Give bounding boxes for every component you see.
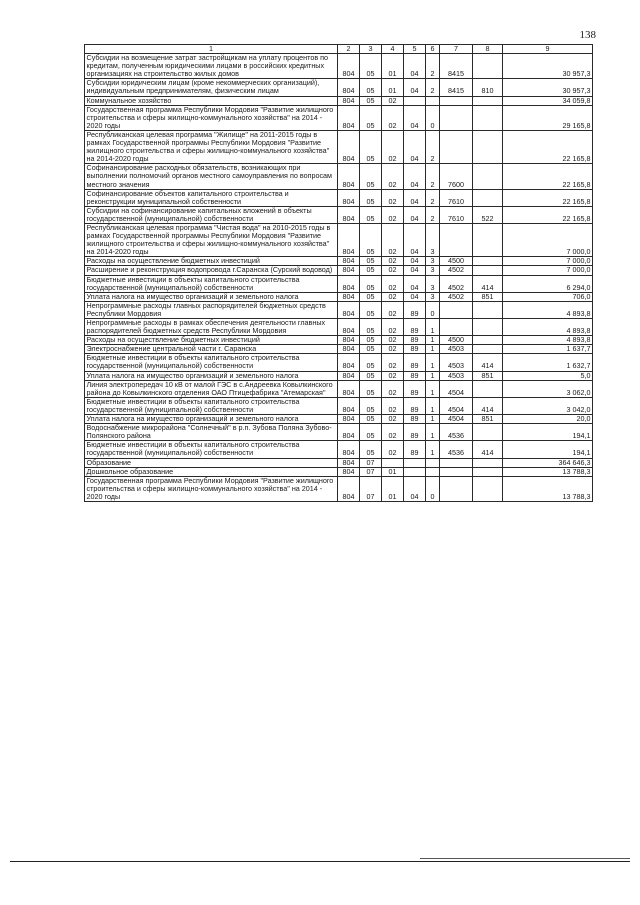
subprogram-code-cell: 2: [426, 164, 440, 189]
item-name-cell: Непрограммные расходы в рамках обеспечения деятельности главных распорядителей бюджетных средств Республики Мордовия: [85, 319, 338, 336]
ministry-code-cell: 804: [338, 415, 360, 424]
subsection-code-cell: 02: [382, 189, 404, 206]
program-code-cell: 89: [404, 380, 426, 397]
subsection-code-cell: 02: [382, 380, 404, 397]
section-code-cell: 05: [360, 130, 382, 163]
article-code-cell: [440, 467, 473, 476]
table-row: [85, 292, 593, 301]
program-code-cell: 04: [404, 130, 426, 163]
subsection-code-cell: 02: [382, 292, 404, 301]
amount-cell: 34 059,8: [503, 96, 593, 105]
table-row: [85, 96, 593, 105]
ministry-code-cell: 804: [338, 380, 360, 397]
subprogram-code-cell: 2: [426, 206, 440, 223]
ministry-code-cell: 804: [338, 54, 360, 79]
program-code-cell: 89: [404, 345, 426, 354]
item-name-cell: Образование: [85, 458, 338, 467]
item-name-cell: Расходы на осуществление бюджетных инвестиций: [85, 257, 338, 266]
expense-type-code-cell: [473, 130, 503, 163]
table-row: [85, 424, 593, 441]
section-code-cell: 05: [360, 206, 382, 223]
program-code-cell: 89: [404, 336, 426, 345]
section-code-cell: 05: [360, 301, 382, 318]
program-code-cell: 89: [404, 441, 426, 458]
amount-cell: 29 165,8: [503, 105, 593, 130]
table-row: [85, 105, 593, 130]
footer-rule-short: [420, 858, 630, 859]
amount-cell: 4 893,8: [503, 336, 593, 345]
table-row: [85, 397, 593, 414]
article-code-cell: 4503: [440, 345, 473, 354]
amount-cell: 13 788,3: [503, 467, 593, 476]
article-code-cell: [440, 458, 473, 467]
amount-cell: 6 294,0: [503, 275, 593, 292]
amount-cell: 3 062,0: [503, 380, 593, 397]
table-row: [85, 441, 593, 458]
expense-type-code-cell: [473, 301, 503, 318]
ministry-code-cell: 804: [338, 441, 360, 458]
section-code-cell: 05: [360, 319, 382, 336]
section-code-cell: 05: [360, 354, 382, 371]
article-code-cell: [440, 223, 473, 256]
table-row: [85, 415, 593, 424]
section-code-cell: 07: [360, 458, 382, 467]
section-code-cell: 05: [360, 189, 382, 206]
article-code-cell: 4500: [440, 336, 473, 345]
subsection-code-cell: 02: [382, 275, 404, 292]
amount-cell: 1 637,7: [503, 345, 593, 354]
subsection-code-cell: 02: [382, 336, 404, 345]
item-name-cell: Субсидии на возмещение затрат застройщикам на уплату процентов по кредитам, полученным юридическими лицами в российских кредитных организациях на строительство жилых домов: [85, 54, 338, 79]
article-code-cell: [440, 105, 473, 130]
article-code-cell: 8415: [440, 79, 473, 96]
item-name-cell: Субсидии юридическим лицам (кроме некоммерческих организаций), индивидуальным предпринимателям, физическим лицам: [85, 79, 338, 96]
subsection-code-cell: 02: [382, 371, 404, 380]
article-code-cell: 4536: [440, 441, 473, 458]
program-code-cell: 04: [404, 164, 426, 189]
program-code-cell: 04: [404, 476, 426, 501]
item-name-cell: Республиканская целевая программа "Чистая вода" на 2010-2015 годы в рамках Государственной программы Республики Мордовия "Развитие жилищного строительства и сферы жилищно-коммунального хозяйства" на 2014-2020 годы: [85, 223, 338, 256]
table-row: [85, 275, 593, 292]
expense-type-code-cell: 851: [473, 371, 503, 380]
ministry-code-cell: 804: [338, 189, 360, 206]
page-number: 138: [579, 29, 596, 41]
article-code-cell: 4502: [440, 266, 473, 275]
article-code-cell: [440, 301, 473, 318]
subprogram-code-cell: 3: [426, 275, 440, 292]
amount-cell: 4 893,8: [503, 301, 593, 318]
expense-type-code-cell: [473, 54, 503, 79]
item-name-cell: Водоснабжение микрорайона "Солнечный" в р.п. Зубова Поляна Зубово-Полянского района: [85, 424, 338, 441]
table-row: [85, 301, 593, 318]
ministry-code-cell: 804: [338, 96, 360, 105]
subprogram-code-cell: 1: [426, 415, 440, 424]
item-name-cell: Уплата налога на имущество организаций и земельного налога: [85, 292, 338, 301]
ministry-code-cell: 804: [338, 292, 360, 301]
table-row: [85, 336, 593, 345]
subprogram-code-cell: 1: [426, 354, 440, 371]
ministry-code-cell: 804: [338, 467, 360, 476]
expense-type-code-cell: [473, 164, 503, 189]
article-code-cell: 4504: [440, 415, 473, 424]
amount-cell: 7 000,0: [503, 223, 593, 256]
amount-cell: 22 165,8: [503, 164, 593, 189]
ministry-code-cell: 804: [338, 397, 360, 414]
article-code-cell: 4503: [440, 354, 473, 371]
section-code-cell: 05: [360, 336, 382, 345]
expense-type-code-cell: [473, 458, 503, 467]
ministry-code-cell: 804: [338, 206, 360, 223]
subsection-code-cell: 01: [382, 467, 404, 476]
ministry-code-cell: 804: [338, 345, 360, 354]
header-cell: 8: [473, 45, 503, 54]
table-row: [85, 206, 593, 223]
table-body: [85, 54, 593, 502]
expense-type-code-cell: [473, 476, 503, 501]
item-name-cell: Коммунальное хозяйство: [85, 96, 338, 105]
expense-type-code-cell: [473, 266, 503, 275]
subprogram-code-cell: 1: [426, 336, 440, 345]
expense-type-code-cell: 414: [473, 354, 503, 371]
article-code-cell: 4504: [440, 397, 473, 414]
header-cell: 7: [440, 45, 473, 54]
table-row: [85, 354, 593, 371]
subsection-code-cell: 02: [382, 130, 404, 163]
subprogram-code-cell: 3: [426, 223, 440, 256]
header-cell: 9: [503, 45, 593, 54]
subprogram-code-cell: 1: [426, 345, 440, 354]
ministry-code-cell: 804: [338, 164, 360, 189]
program-code-cell: 89: [404, 354, 426, 371]
item-name-cell: Расширение и реконструкция водопровода г.Саранска (Сурский водовод): [85, 266, 338, 275]
amount-cell: 364 646,3: [503, 458, 593, 467]
ministry-code-cell: 804: [338, 130, 360, 163]
section-code-cell: 05: [360, 345, 382, 354]
program-code-cell: 89: [404, 415, 426, 424]
section-code-cell: 05: [360, 266, 382, 275]
item-name-cell: Государственная программа Республики Мордовия "Развитие жилищного строительства и сферы жилищно-коммунального хозяйства" на 2014 - 2020 годы: [85, 476, 338, 501]
section-code-cell: 07: [360, 476, 382, 501]
ministry-code-cell: 804: [338, 424, 360, 441]
header-cell: 4: [382, 45, 404, 54]
article-code-cell: 7600: [440, 164, 473, 189]
item-name-cell: Дошкольное образование: [85, 467, 338, 476]
section-code-cell: 05: [360, 105, 382, 130]
budget-table: [84, 44, 593, 502]
program-code-cell: 04: [404, 189, 426, 206]
amount-cell: 5,0: [503, 371, 593, 380]
subprogram-code-cell: 0: [426, 105, 440, 130]
program-code-cell: 04: [404, 54, 426, 79]
subprogram-code-cell: 1: [426, 424, 440, 441]
article-code-cell: 4502: [440, 292, 473, 301]
table-row: [85, 164, 593, 189]
program-code-cell: 04: [404, 275, 426, 292]
amount-cell: 194,1: [503, 441, 593, 458]
subprogram-code-cell: 1: [426, 319, 440, 336]
ministry-code-cell: 804: [338, 336, 360, 345]
header-cell: 6: [426, 45, 440, 54]
program-code-cell: 04: [404, 206, 426, 223]
table-row: [85, 371, 593, 380]
subprogram-code-cell: 0: [426, 301, 440, 318]
expense-type-code-cell: [473, 380, 503, 397]
expense-type-code-cell: [473, 96, 503, 105]
subsection-code-cell: 02: [382, 441, 404, 458]
item-name-cell: Линия электропередач 10 кВ от малой ГЭС в с.Андреевка Ковылкинского района до Ковылкинского отделения ОАО Птицефабрика "Атемарская": [85, 380, 338, 397]
subsection-code-cell: [382, 458, 404, 467]
ministry-code-cell: 804: [338, 458, 360, 467]
item-name-cell: Уплата налога на имущество организаций и земельного налога: [85, 371, 338, 380]
expense-type-code-cell: [473, 189, 503, 206]
expense-type-code-cell: [473, 336, 503, 345]
subsection-code-cell: 02: [382, 96, 404, 105]
section-code-cell: 05: [360, 415, 382, 424]
item-name-cell: Расходы на осуществление бюджетных инвестиций: [85, 336, 338, 345]
subprogram-code-cell: [426, 458, 440, 467]
subsection-code-cell: 02: [382, 424, 404, 441]
subprogram-code-cell: [426, 467, 440, 476]
article-code-cell: 7610: [440, 206, 473, 223]
amount-cell: 22 165,8: [503, 130, 593, 163]
section-code-cell: 05: [360, 275, 382, 292]
header-cell: 5: [404, 45, 426, 54]
subprogram-code-cell: 3: [426, 266, 440, 275]
expense-type-code-cell: 414: [473, 441, 503, 458]
amount-cell: 3 042,0: [503, 397, 593, 414]
subprogram-code-cell: 2: [426, 189, 440, 206]
ministry-code-cell: 804: [338, 223, 360, 256]
table-row: [85, 130, 593, 163]
program-code-cell: [404, 467, 426, 476]
item-name-cell: Бюджетные инвестиции в объекты капитального строительства государственной (муниципальной) собственности: [85, 441, 338, 458]
article-code-cell: 4504: [440, 380, 473, 397]
amount-cell: 30 957,3: [503, 79, 593, 96]
section-code-cell: 05: [360, 371, 382, 380]
program-code-cell: 89: [404, 397, 426, 414]
subprogram-code-cell: 2: [426, 130, 440, 163]
expense-type-code-cell: [473, 345, 503, 354]
article-code-cell: 4503: [440, 371, 473, 380]
program-code-cell: [404, 458, 426, 467]
item-name-cell: Субсидии на софинансирование капитальных вложений в объекты государственной (муниципальной) собственности: [85, 206, 338, 223]
section-code-cell: 05: [360, 54, 382, 79]
program-code-cell: 04: [404, 223, 426, 256]
expense-type-code-cell: [473, 223, 503, 256]
subsection-code-cell: 02: [382, 257, 404, 266]
subsection-code-cell: 02: [382, 105, 404, 130]
subsection-code-cell: 02: [382, 354, 404, 371]
expense-type-code-cell: [473, 424, 503, 441]
subprogram-code-cell: 1: [426, 380, 440, 397]
item-name-cell: Софинансирование расходных обязательств, возникающих при выполнении полномочий органов местного самоуправления по вопросам местного значения: [85, 164, 338, 189]
table-row: [85, 189, 593, 206]
section-code-cell: 05: [360, 380, 382, 397]
table-row: [85, 380, 593, 397]
section-code-cell: 05: [360, 292, 382, 301]
amount-cell: 30 957,3: [503, 54, 593, 79]
table-row: [85, 476, 593, 501]
expense-type-code-cell: [473, 105, 503, 130]
article-code-cell: 8415: [440, 54, 473, 79]
subprogram-code-cell: 2: [426, 54, 440, 79]
item-name-cell: Непрограммные расходы главных распорядителей бюджетных средств Республики Мордовия: [85, 301, 338, 318]
section-code-cell: 05: [360, 96, 382, 105]
amount-cell: 20,0: [503, 415, 593, 424]
item-name-cell: Софинансирование объектов капитального строительства и реконструкции муниципальной собственности: [85, 189, 338, 206]
table-row: [85, 54, 593, 79]
ministry-code-cell: 804: [338, 301, 360, 318]
section-code-cell: 05: [360, 257, 382, 266]
subsection-code-cell: 01: [382, 476, 404, 501]
item-name-cell: Уплата налога на имущество организаций и земельного налога: [85, 415, 338, 424]
expense-type-code-cell: 522: [473, 206, 503, 223]
article-code-cell: 4500: [440, 257, 473, 266]
program-code-cell: 89: [404, 319, 426, 336]
table-header-row: [85, 45, 593, 54]
program-code-cell: 04: [404, 79, 426, 96]
section-code-cell: 05: [360, 79, 382, 96]
header-cell: 3: [360, 45, 382, 54]
expense-type-code-cell: [473, 467, 503, 476]
section-code-cell: 05: [360, 441, 382, 458]
section-code-cell: 05: [360, 397, 382, 414]
expense-type-code-cell: 414: [473, 397, 503, 414]
table-row: [85, 79, 593, 96]
subprogram-code-cell: 0: [426, 476, 440, 501]
item-name-cell: Республиканская целевая программа "Жилище" на 2011-2015 годы в рамках Государственной программы Республики Мордовия "Развитие жилищного строительства и сферы жилищно-коммунального хозяйства" на 2014-2020 годы: [85, 130, 338, 163]
table-row: [85, 467, 593, 476]
program-code-cell: 89: [404, 301, 426, 318]
item-name-cell: Бюджетные инвестиции в объекты капитального строительства государственной (муниципальной) собственности: [85, 275, 338, 292]
program-code-cell: 04: [404, 105, 426, 130]
subprogram-code-cell: 1: [426, 441, 440, 458]
subsection-code-cell: 02: [382, 319, 404, 336]
table-row: [85, 257, 593, 266]
subsection-code-cell: 02: [382, 397, 404, 414]
section-code-cell: 05: [360, 223, 382, 256]
amount-cell: 7 000,0: [503, 257, 593, 266]
subsection-code-cell: 02: [382, 223, 404, 256]
expense-type-code-cell: [473, 257, 503, 266]
section-code-cell: 05: [360, 424, 382, 441]
expense-type-code-cell: 414: [473, 275, 503, 292]
subsection-code-cell: 02: [382, 206, 404, 223]
ministry-code-cell: 804: [338, 476, 360, 501]
amount-cell: 1 632,7: [503, 354, 593, 371]
article-code-cell: 7610: [440, 189, 473, 206]
item-name-cell: Государственная программа Республики Мордовия "Развитие жилищного строительства и сферы жилищно-коммунального хозяйства" на 2014 - 2020 годы: [85, 105, 338, 130]
article-code-cell: 4536: [440, 424, 473, 441]
program-code-cell: [404, 96, 426, 105]
table-row: [85, 266, 593, 275]
program-code-cell: 89: [404, 371, 426, 380]
ministry-code-cell: 804: [338, 257, 360, 266]
table-row: [85, 458, 593, 467]
table-row: [85, 345, 593, 354]
program-code-cell: 04: [404, 257, 426, 266]
amount-cell: 4 893,8: [503, 319, 593, 336]
subprogram-code-cell: 1: [426, 371, 440, 380]
table-row: [85, 223, 593, 256]
item-name-cell: Электроснабжение центральной части г. Саранска: [85, 345, 338, 354]
section-code-cell: 07: [360, 467, 382, 476]
program-code-cell: 04: [404, 266, 426, 275]
article-code-cell: [440, 319, 473, 336]
item-name-cell: Бюджетные инвестиции в объекты капитального строительства государственной (муниципальной) собственности: [85, 354, 338, 371]
subprogram-code-cell: [426, 96, 440, 105]
expense-type-code-cell: 810: [473, 79, 503, 96]
amount-cell: 22 165,8: [503, 189, 593, 206]
expense-type-code-cell: [473, 319, 503, 336]
subprogram-code-cell: 3: [426, 292, 440, 301]
article-code-cell: [440, 130, 473, 163]
ministry-code-cell: 804: [338, 371, 360, 380]
subsection-code-cell: 02: [382, 301, 404, 318]
amount-cell: 22 165,8: [503, 206, 593, 223]
subprogram-code-cell: 2: [426, 79, 440, 96]
ministry-code-cell: 804: [338, 354, 360, 371]
subsection-code-cell: 02: [382, 345, 404, 354]
expense-type-code-cell: 851: [473, 292, 503, 301]
article-code-cell: 4502: [440, 275, 473, 292]
subprogram-code-cell: 3: [426, 257, 440, 266]
ministry-code-cell: 804: [338, 105, 360, 130]
ministry-code-cell: 804: [338, 275, 360, 292]
subsection-code-cell: 02: [382, 266, 404, 275]
program-code-cell: 04: [404, 292, 426, 301]
ministry-code-cell: 804: [338, 266, 360, 275]
amount-cell: 194,1: [503, 424, 593, 441]
subprogram-code-cell: 1: [426, 397, 440, 414]
subsection-code-cell: 01: [382, 79, 404, 96]
ministry-code-cell: 804: [338, 319, 360, 336]
program-code-cell: 89: [404, 424, 426, 441]
footer-rule: [10, 861, 630, 862]
subsection-code-cell: 02: [382, 415, 404, 424]
header-cell: 2: [338, 45, 360, 54]
expense-type-code-cell: 851: [473, 415, 503, 424]
amount-cell: 706,0: [503, 292, 593, 301]
table-row: [85, 319, 593, 336]
subsection-code-cell: 02: [382, 164, 404, 189]
article-code-cell: [440, 96, 473, 105]
ministry-code-cell: 804: [338, 79, 360, 96]
amount-cell: 7 000,0: [503, 266, 593, 275]
section-code-cell: 05: [360, 164, 382, 189]
amount-cell: 13 788,3: [503, 476, 593, 501]
item-name-cell: Бюджетные инвестиции в объекты капитального строительства государственной (муниципальной) собственности: [85, 397, 338, 414]
subsection-code-cell: 01: [382, 54, 404, 79]
article-code-cell: [440, 476, 473, 501]
header-cell: 1: [85, 45, 338, 54]
